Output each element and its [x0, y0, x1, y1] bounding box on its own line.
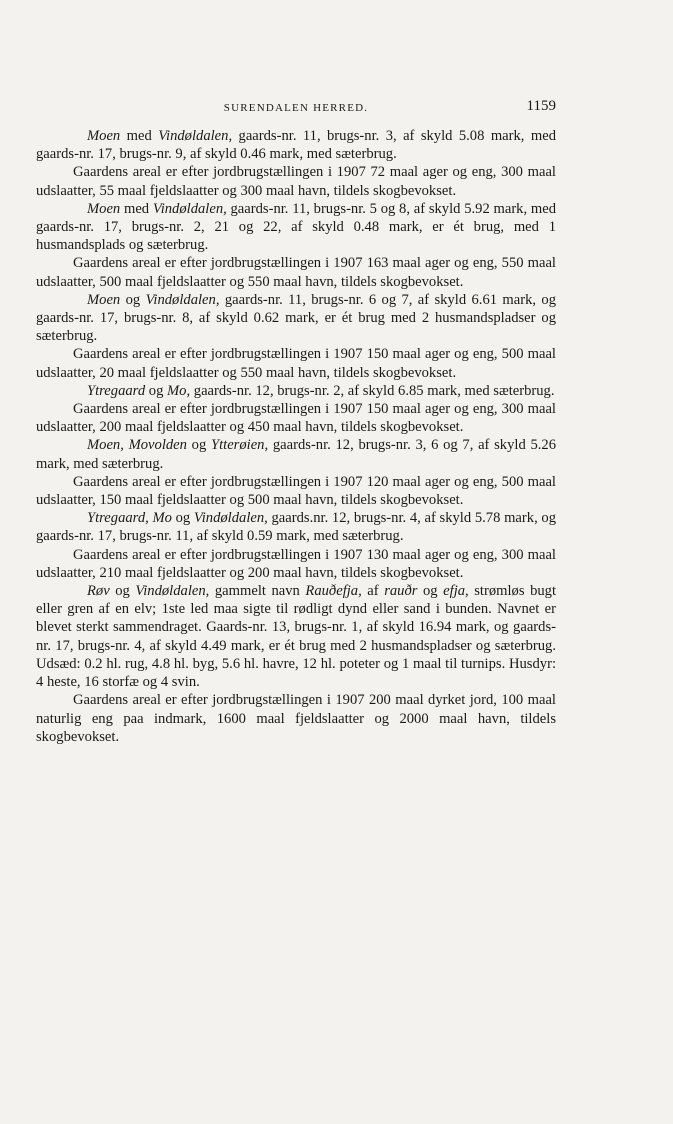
farm-area-paragraph — [36, 345, 556, 381]
farm-entry-paragraph — [36, 382, 556, 400]
text-segment: Gaardens areal er efter jordbrugstællingen i 1907 200 maal dyrket jord, 100 maal naturlig eng paa indmark, 1600 maal fjeldslaatter og 2000 maal havn, tildels skogbevokset. — [36, 692, 556, 745]
italic-name: Ytterøien, — [210, 437, 269, 454]
italic-name: Rauðefja, — [305, 583, 362, 600]
farm-entry-paragraph — [36, 291, 556, 346]
italic-name: Moen — [87, 291, 121, 308]
text-segment: og — [109, 583, 136, 600]
italic-name: Vindøldalen, — [145, 291, 220, 308]
text-segment: med — [120, 128, 159, 144]
italic-name: Vindøldalen, — [152, 200, 227, 217]
text-segment: gammelt navn — [209, 583, 306, 600]
italic-name: Moen, Movolden — [87, 437, 187, 454]
text-segment: og — [145, 382, 168, 399]
farm-area-paragraph — [36, 254, 556, 290]
text-segment: og — [417, 583, 444, 600]
farm-area-paragraph — [36, 400, 556, 436]
italic-name: efja, — [443, 583, 469, 600]
text-segment: og — [171, 510, 194, 527]
italic-name: Vindøldalen, — [158, 128, 233, 144]
text-segment: strømløs bugt eller gren af en elv; 1ste led maa sigte til rødligt dynd eller sand i bunden. Navnet er blevet sterkt sammendraget. Gaards-nr. 13, brugs-nr. 1, af skyld 16.94 mark, og gaards-nr. 17, brugs-nr. 4, af skyld 4.49 mark, er ét brug med 2 husmandspladser og sæterbrug. Udsæd: 0.2 hl. rug, 4.8 hl. byg, 5.6 hl. havre, 12 hl. poteter og 1 maal til turnips. Husdyr: 4 heste, 16 storfæ og 4 svin. — [36, 583, 557, 691]
farm-area-paragraph — [36, 473, 556, 509]
farm-entry-paragraph — [36, 582, 556, 691]
italic-name: rauðr — [384, 583, 418, 600]
text-segment: Gaardens areal er efter jordbrugstællingen i 1907 120 maal ager og eng, 500 maal udslaatter, 150 maal fjeldslaatter og 500 maal havn, tildels skogbevokset. — [36, 473, 556, 509]
text-segment: gaards-nr. 11, brugs-nr. 3, af skyld 5.08 mark, med gaards-nr. 17, brugs-nr. 9, af skyld 0.46 mark, med sæterbrug. — [36, 128, 556, 163]
farm-entry-paragraph — [36, 509, 556, 545]
italic-name: Røv — [87, 583, 110, 600]
text-segment: Gaardens areal er efter jordbrugstællingen i 1907 150 maal ager og eng, 500 maal udslaatter, 20 maal fjeldslaatter og 550 maal havn, tildels skogbevokset. — [36, 346, 556, 381]
farm-entry-paragraph — [36, 436, 556, 472]
text-segment: gaards-nr. 11, brugs-nr. 6 og 7, af skyld 6.61 mark, og gaards-nr. 17, brugs-nr. 8, af skyld 0.62 mark, er ét brug med 2 husmandspladser og sæterbrug. — [36, 291, 556, 345]
text-segment: Gaardens areal er efter jordbrugstællingen i 1907 163 maal ager og eng, 550 maal udslaatter, 500 maal fjeldslaatter og 550 maal havn, tildels skogbevokset. — [36, 255, 556, 290]
farm-entry-paragraph — [36, 200, 556, 255]
italic-name: Ytregaard, Mo — [87, 510, 172, 527]
text-segment: gaards-nr. 12, brugs-nr. 2, af skyld 6.85 mark, med sæterbrug. — [190, 382, 555, 399]
farm-area-paragraph — [36, 691, 556, 746]
italic-name: Vindøldalen, — [193, 510, 268, 527]
running-head: SURENDALEN HERRED. — [223, 102, 369, 114]
text-segment: Gaardens areal er efter jordbrugstællingen i 1907 130 maal ager og eng, 300 maal udslaatter, 210 maal fjeldslaatter og 200 maal havn, tildels skogbevokset. — [36, 546, 556, 581]
text-segment: af — [361, 583, 385, 600]
page-header — [36, 98, 556, 118]
body-text — [36, 127, 556, 746]
italic-name: Moen — [87, 128, 121, 144]
farm-entry-paragraph — [36, 127, 556, 163]
farm-area-paragraph — [36, 546, 556, 582]
farm-area-paragraph — [36, 163, 556, 199]
text-segment: med — [120, 200, 153, 217]
page-number: 1159 — [526, 98, 556, 114]
text-segment: gaards-nr. 12, brugs-nr. 3, 6 og 7, af skyld 5.26 mark, med sæterbrug. — [36, 437, 556, 472]
italic-name: Vindøldalen, — [135, 583, 210, 600]
text-segment: Gaardens areal er efter jordbrugstællingen i 1907 72 maal ager og eng, 300 maal udslaatter, 55 maal fjeldslaatter og 300 maal havn, tildels skogbevokset. — [36, 164, 556, 199]
italic-name: Mo, — [167, 382, 191, 399]
text-segment: gaards-nr. 11, brugs-nr. 5 og 8, af skyld 5.92 mark, med gaards-nr. 17, brugs-nr. 2, 21 og 22, af skyld 0.48 mark, er ét brug, med 1 husmandsplads og sæterbrug. — [36, 200, 556, 254]
text-segment: og — [186, 437, 211, 454]
italic-name: Moen — [87, 200, 121, 217]
text-segment: og — [120, 291, 146, 308]
italic-name: Ytregaard — [87, 382, 146, 399]
text-segment: Gaardens areal er efter jordbrugstællingen i 1907 150 maal ager og eng, 300 maal udslaatter, 200 maal fjeldslaatter og 450 maal havn, tildels skogbevokset. — [36, 401, 556, 436]
text-segment: gaards.nr. 12, brugs-nr. 4, af skyld 5.78 mark, og gaards-nr. 17, brugs-nr. 11, af skyld 0.59 mark, med sæterbrug. — [36, 510, 556, 545]
